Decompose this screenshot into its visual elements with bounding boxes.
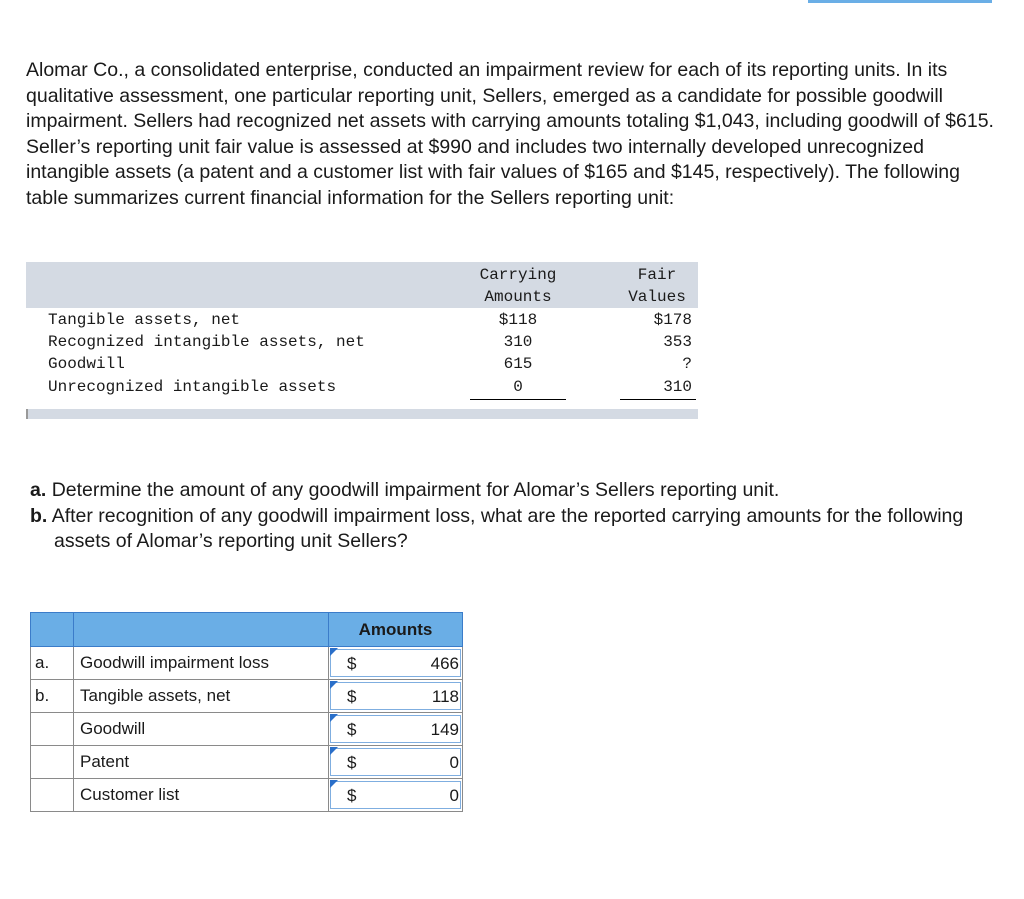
row-label: Tangible assets, net — [48, 311, 241, 329]
table-footer-band — [26, 409, 698, 419]
table-row — [26, 331, 698, 353]
question-b: b. After recognition of any goodwill impairment loss, what are the reported carrying amounts for the following assets of Alomar’s reporting unit Sellers? — [30, 504, 964, 553]
amount-input[interactable] — [329, 713, 463, 746]
row-label: Patent — [74, 746, 329, 779]
amount-input[interactable] — [329, 779, 463, 812]
table-row — [31, 779, 463, 812]
table-row — [31, 713, 463, 746]
amounts-header: Amounts — [329, 613, 463, 647]
table-row — [31, 680, 463, 713]
part-label: b. — [31, 680, 74, 713]
amount-value[interactable]: 466 — [430, 654, 459, 673]
question-a: a. Determine the amount of any goodwill impairment for Alomar’s Sellers reporting unit. — [30, 479, 780, 501]
carrying-amounts-header: Carrying Amounts — [479, 266, 557, 306]
currency-symbol: $ — [347, 687, 357, 706]
currency-symbol: $ — [347, 720, 357, 739]
currency-symbol: $ — [347, 786, 357, 805]
fair-value: $178 — [653, 311, 692, 329]
amount-input[interactable] — [329, 680, 463, 713]
row-label: Recognized intangible assets, net — [48, 333, 365, 351]
table-row — [31, 647, 463, 680]
fair-underline — [620, 399, 696, 400]
table-header-band — [26, 262, 698, 308]
row-label: Goodwill impairment loss — [74, 647, 329, 680]
row-label: Customer list — [74, 779, 329, 812]
fair-value: ? — [682, 355, 692, 373]
answer-header-row — [31, 613, 463, 647]
flag-icon — [330, 681, 338, 689]
table-row — [26, 376, 698, 398]
top-accent-bar — [808, 0, 992, 3]
carrying-value: 310 — [503, 333, 533, 351]
amount-value[interactable]: 149 — [430, 720, 459, 739]
currency-symbol: $ — [347, 654, 357, 673]
table-row — [31, 746, 463, 779]
table-row — [26, 309, 698, 331]
currency-symbol: $ — [347, 753, 357, 772]
amount-value[interactable]: 118 — [431, 687, 459, 706]
part-label — [31, 746, 74, 779]
fair-value: 353 — [663, 333, 692, 351]
flag-icon — [330, 714, 338, 722]
flag-icon — [330, 648, 338, 656]
carrying-value: 615 — [503, 355, 533, 373]
answer-table — [30, 612, 463, 812]
row-label: Goodwill — [48, 355, 125, 373]
fair-value: 310 — [663, 378, 692, 396]
row-label: Unrecognized intangible assets — [48, 378, 337, 396]
flag-icon — [330, 747, 338, 755]
fair-values-header: Fair Values — [628, 266, 686, 306]
part-label — [31, 779, 74, 812]
amount-value[interactable]: 0 — [449, 786, 459, 805]
amount-input[interactable] — [329, 647, 463, 680]
flag-icon — [330, 780, 338, 788]
carrying-value: $118 — [498, 311, 538, 329]
amount-input[interactable] — [329, 746, 463, 779]
table-row — [26, 353, 698, 375]
row-label: Tangible assets, net — [74, 680, 329, 713]
carrying-value: 0 — [513, 378, 523, 396]
financial-info-table — [26, 262, 698, 420]
questions — [30, 478, 1005, 555]
part-label — [31, 713, 74, 746]
problem-intro: Alomar Co., a consolidated enterprise, conducted an impairment review for each of its reporting units. In its qualitative assessment, one particular reporting unit, Sellers, emerged as a candidate for possible goodwill impairment. Sellers had recognized net assets with carrying amounts totaling $1,043, including goodwill of $615. Seller’s reporting unit fair value is assessed at $990 and includes two internally developed unrecognized intangible assets (a patent and a customer list with fair values of $165 and $145, respectively). The following table summarizes current financial information for the Sellers reporting unit: — [26, 59, 994, 209]
row-label: Goodwill — [74, 713, 329, 746]
carrying-underline — [470, 399, 566, 400]
part-label: a. — [31, 647, 74, 680]
amount-value[interactable]: 0 — [449, 753, 459, 772]
